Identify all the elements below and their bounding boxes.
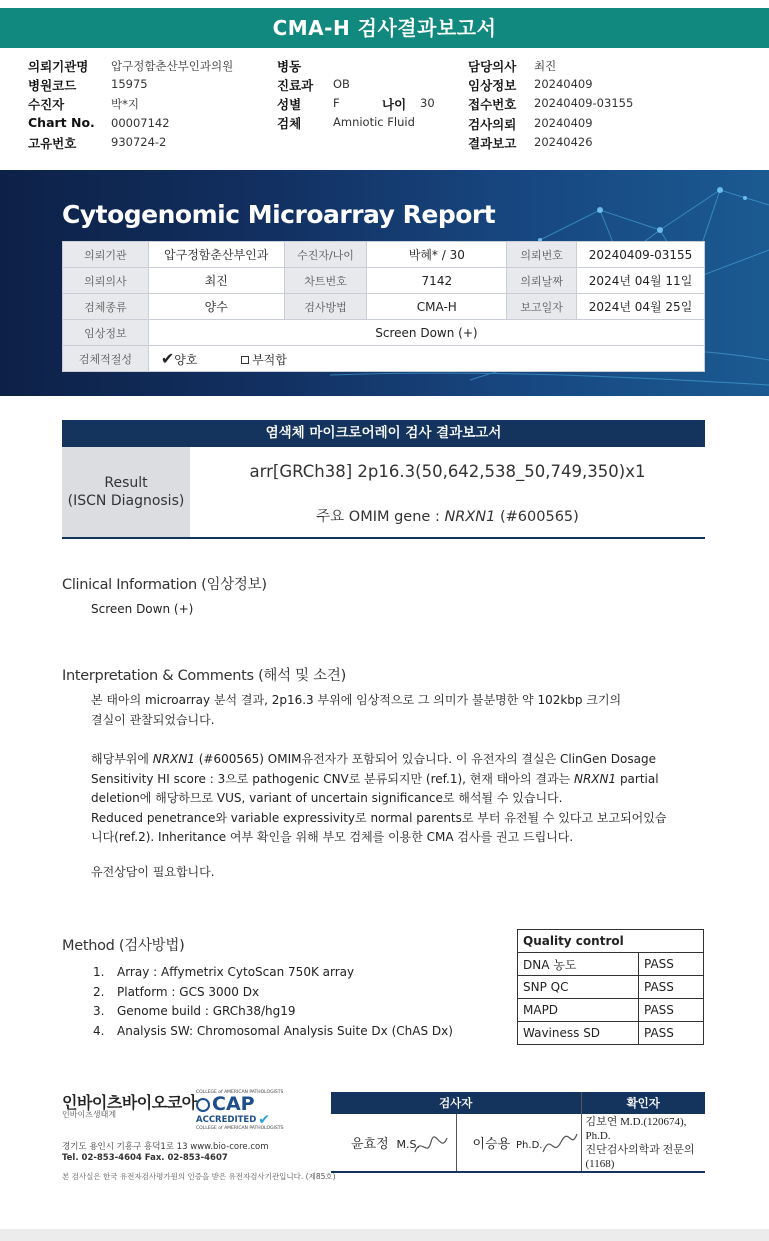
cell-value: 2024년 04월 11일 <box>577 268 705 294</box>
table-row <box>518 1022 704 1045</box>
interpretation-heading: Interpretation & Comments (해석 및 소견) <box>62 668 346 684</box>
qc-result: PASS <box>639 999 704 1022</box>
cell-label: 의뢰번호 <box>507 242 577 268</box>
gene-name: NRXN1 <box>573 771 617 786</box>
quality-control-table <box>517 929 704 1045</box>
qc-result: PASS <box>639 953 704 976</box>
confirmer-signature <box>581 1114 705 1172</box>
text-line <box>91 750 711 770</box>
table-row <box>518 999 704 1022</box>
cap-top-text: COLLEGE of AMERICAN PATHOLOGISTS <box>196 1090 284 1095</box>
specimen-label: 검체 <box>277 116 302 131</box>
adequate-label: 양호 <box>174 353 198 367</box>
hospital-code-label: 병원코드 <box>28 78 77 93</box>
request-label: 검사의뢰 <box>468 117 517 132</box>
table-row <box>518 976 704 999</box>
result-label-line2: (ISCN Diagnosis) <box>67 493 185 509</box>
inadequate-label: 부적합 <box>252 353 287 367</box>
tester-1-name: 윤효정 <box>351 1137 389 1152</box>
text-line: 본 태아의 microarray 분석 결과, 2p16.3 부위에 임상적으로 그 의미가 불분명한 약 102kbp 크기의 <box>91 693 622 707</box>
cell-value: 20240409-03155 <box>577 242 705 268</box>
tester-2-title: Ph.D. <box>516 1140 543 1151</box>
list-item <box>93 985 453 1005</box>
item-number: 1. <box>93 965 105 979</box>
gene-name: NRXN1 <box>152 752 195 766</box>
cap-bottom-text: COLLEGE of AMERICAN PATHOLOGISTS <box>196 1126 284 1131</box>
doctor-value: 최진 <box>534 59 557 73</box>
company-logo: 인바이츠바이오코아 <box>62 1093 197 1112</box>
ward-label: 병동 <box>277 59 302 74</box>
tester-1-signature <box>331 1114 456 1172</box>
interpretation-paragraph-3: 유전상담이 필요합니다. <box>91 865 215 879</box>
text-line: Reduced penetrance와 variable expressivity로 normal parents로 부터 유전될 수 있다고 보고되어있습 <box>91 810 667 825</box>
cell-value: 2024년 04월 25일 <box>577 294 705 320</box>
qc-item: SNP QC <box>518 976 639 999</box>
cell-label: 의뢰의사 <box>63 268 149 294</box>
signature-table <box>331 1092 705 1173</box>
doctor-label: 담당의사 <box>468 59 517 74</box>
specimen-adequacy <box>148 346 704 372</box>
unique-no-label: 고유번호 <box>28 136 77 151</box>
sex-value: F <box>333 96 340 110</box>
omim-gene-line <box>190 505 705 526</box>
text-span: 해당부위에 <box>91 752 153 766</box>
text-span: partial <box>616 771 659 786</box>
banner-title: Cytogenomic Microarray Report <box>62 200 496 229</box>
cell-label: 임상정보 <box>63 320 149 346</box>
method-heading: Method (검사방법) <box>62 938 185 954</box>
cap-accredited-logo <box>196 1090 283 1131</box>
company-contact: Tel. 02-853-4604 Fax. 02-853-4607 <box>62 1153 228 1163</box>
tester-header: 검사자 <box>331 1092 581 1114</box>
omim-suffix: (#600565) <box>495 509 579 525</box>
globe-icon <box>196 1098 210 1112</box>
cell-value: 압구정함춘산부인과 <box>148 242 284 268</box>
result-label <box>62 447 190 537</box>
institution-value: 압구정함춘산부인과의원 <box>111 59 234 73</box>
text-span: Sensitivity HI score : 3으로 pathogenic CNV로 분류되지만 (ref.1), 현재 태아의 결과는 <box>91 771 574 786</box>
unique-no-value: 930724-2 <box>111 135 167 149</box>
interpretation-paragraph-2 <box>91 750 711 848</box>
omim-gene-name: NRXN1 <box>444 509 496 525</box>
company-address: 경기도 용인시 기흥구 흥덕1로 13 www.bio-core.com <box>62 1142 269 1152</box>
tester-2-name: 이승용 <box>472 1137 511 1152</box>
item-number: 2. <box>93 984 105 999</box>
specimen-value: Amniotic Fluid <box>333 115 415 129</box>
checkbox-icon <box>241 356 249 364</box>
table-row <box>518 953 704 976</box>
dept-label: 진료과 <box>277 78 314 93</box>
list-item <box>93 965 453 985</box>
result-section-title: 염색체 마이크로어레이 검사 결과보고서 <box>62 420 705 447</box>
list-item <box>93 1004 453 1024</box>
dept-value: OB <box>333 77 350 91</box>
confirmer-title: 진단검사의학과 전문의(1168) <box>585 1143 695 1170</box>
receipt-label: 접수번호 <box>468 97 517 112</box>
cell-value: 최진 <box>148 268 284 294</box>
age-label: 나이 <box>382 97 407 112</box>
receipt-value: 20240409-03155 <box>534 96 634 110</box>
chart-no-value: 00007142 <box>111 116 170 130</box>
tester-2-signature <box>456 1114 581 1172</box>
result-label-line1: Result <box>104 475 148 491</box>
item-text: Analysis SW: Chromosomal Analysis Suite Dx (ChAS Dx) <box>117 1023 453 1038</box>
cap-big-text: CAP <box>212 1093 255 1115</box>
clinical-text: Screen Down (+) <box>91 602 194 616</box>
age-value: 30 <box>420 96 435 110</box>
handwritten-signature <box>411 1132 451 1160</box>
qc-result: PASS <box>639 976 704 999</box>
request-info-table <box>62 241 705 372</box>
cell-value: CMA-H <box>367 294 507 320</box>
cell-label: 보고일자 <box>507 294 577 320</box>
cell-label: 검사방법 <box>284 294 367 320</box>
confirmer-name: 김보연 M.D.(120674), Ph.D. <box>585 1115 687 1142</box>
report-date-value: 20240426 <box>534 135 593 149</box>
clinical-label: 임상정보 <box>468 78 517 93</box>
text-line: 결실이 관찰되었습니다. <box>91 712 215 727</box>
patient-label: 수진자 <box>28 97 65 112</box>
text-span: (#600565) OMIM유전자가 포함되어 있습니다. 이 유전자의 결실은 ClinGen Dosage <box>194 752 656 766</box>
report-title: CMA-H 검사결과보고서 <box>0 8 769 48</box>
cell-label: 검체적절성 <box>63 346 149 372</box>
qc-title: Quality control <box>518 930 704 953</box>
list-item <box>93 1024 453 1044</box>
tester-1-title: M.S. <box>396 1138 420 1151</box>
item-number: 3. <box>93 1004 105 1018</box>
institution-label: 의뢰기관명 <box>28 59 89 74</box>
cell-label: 의뢰날짜 <box>507 268 577 294</box>
cell-label: 의뢰기관 <box>63 242 149 268</box>
qc-item: MAPD <box>518 999 639 1022</box>
item-text: Genome build : GRCh38/hg19 <box>117 1004 296 1018</box>
confirmer-header: 확인자 <box>581 1092 705 1114</box>
cell-label: 검체종류 <box>63 294 149 320</box>
item-text: Platform : GCS 3000 Dx <box>117 984 260 999</box>
qc-result: PASS <box>639 1022 704 1045</box>
omim-prefix: 주요 OMIM gene : <box>316 509 445 525</box>
clinical-value: 20240409 <box>534 77 593 91</box>
qc-item: DNA 농도 <box>518 953 639 976</box>
result-box <box>62 447 705 539</box>
checkmark-icon: ✔ <box>160 349 175 368</box>
handwritten-signature <box>539 1130 579 1158</box>
report-date-label: 결과보고 <box>468 136 517 151</box>
iscn-result: arr[GRCh38] 2p16.3(50,642,538_50,749,350)x1 <box>249 462 646 481</box>
text-line: 니다(ref.2). Inheritance 여부 확인을 위해 부모 검체를 이용한 CMA 검사를 권고 드립니다. <box>91 830 574 844</box>
chart-no-label: Chart No. <box>28 115 95 130</box>
cell-label: 차트번호 <box>284 268 367 294</box>
certification-notice: 본 검사실은 한국 유전자검사평가원의 인증을 받은 유전자검사기관입니다. (제85호) <box>62 1172 336 1181</box>
method-list <box>93 965 453 1043</box>
cell-value: Screen Down (+) <box>148 320 704 346</box>
text-line <box>91 770 711 790</box>
company-sub: 인바이츠생태계 <box>62 1110 117 1119</box>
cell-label: 수진자/나이 <box>284 242 367 268</box>
hospital-code-value: 15975 <box>111 77 148 91</box>
patient-value: 박*지 <box>111 97 139 111</box>
clinical-heading: Clinical Information (임상정보) <box>62 577 267 593</box>
cap-accredited-text: ACCREDITED <box>196 1115 257 1125</box>
page-bottom-strip <box>0 1229 769 1241</box>
item-text: Array : Affymetrix CytoScan 750K array <box>117 965 355 979</box>
request-value: 20240409 <box>534 116 593 130</box>
interpretation-paragraph-1 <box>91 691 711 730</box>
meta-header <box>0 0 769 160</box>
check-icon: ✔ <box>258 1112 271 1128</box>
qc-item: Waviness SD <box>518 1022 639 1045</box>
cell-value: 박혜* / 30 <box>367 242 507 268</box>
cell-value: 7142 <box>367 268 507 294</box>
item-number: 4. <box>93 1023 105 1038</box>
sex-label: 성별 <box>277 97 302 112</box>
cell-value: 양수 <box>148 294 284 320</box>
text-line: deletion에 해당하므로 VUS, variant of uncertain significance로 해석될 수 있습니다. <box>91 791 563 805</box>
